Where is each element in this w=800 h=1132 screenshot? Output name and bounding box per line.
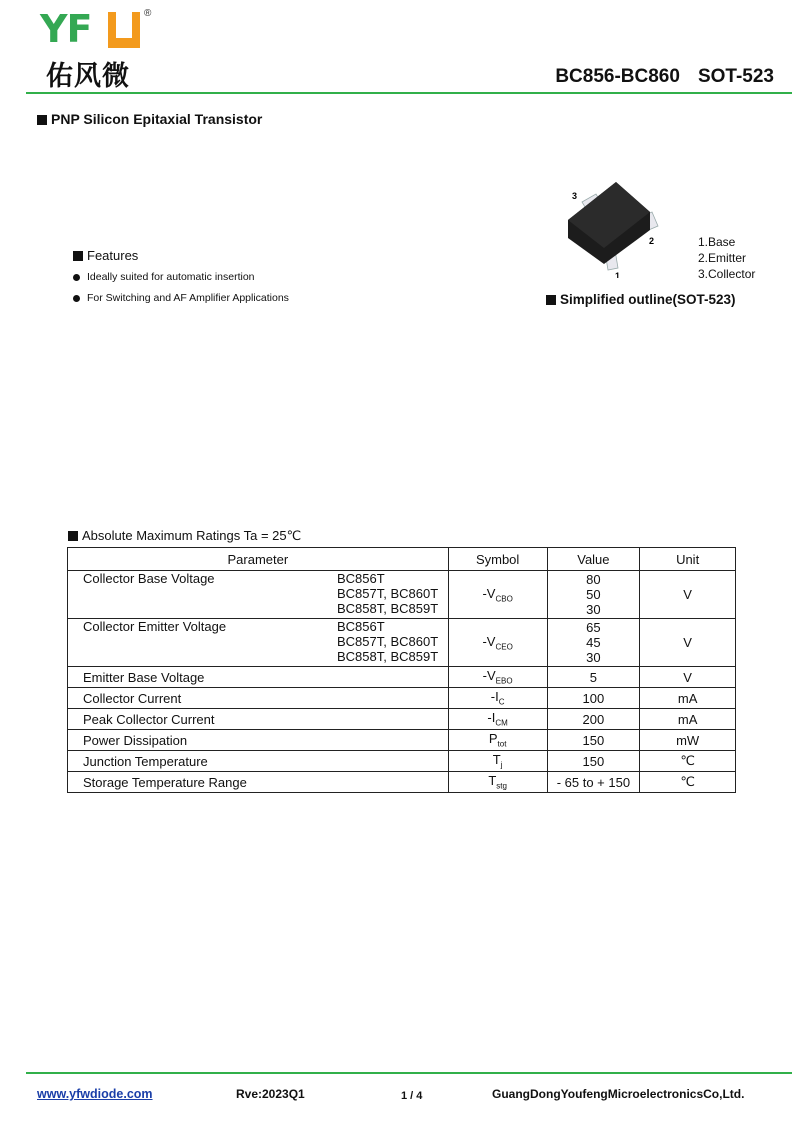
pin-label-1: 1: [615, 271, 621, 278]
value-cell: 100: [547, 688, 640, 709]
square-bullet-icon: [68, 531, 78, 541]
pin-legend-item: 1.Base: [698, 235, 736, 249]
symbol-cell: [448, 619, 547, 667]
unit-cell: mA: [640, 709, 736, 730]
bullet-dot-icon: [73, 295, 80, 302]
unit-cell: ℃: [640, 751, 736, 772]
symbol-subscript: CBO: [495, 594, 513, 604]
part-numbers: BC856-BC860: [555, 66, 680, 87]
value-cell: 150: [547, 751, 640, 772]
parameter-name: Collector Current: [68, 688, 449, 709]
value-cell: - 65 to + 150: [547, 772, 640, 793]
value-cell: [547, 571, 640, 619]
company-logo: [40, 8, 160, 92]
symbol-cell: [448, 709, 547, 730]
value-text: 65: [586, 620, 601, 635]
square-bullet-icon: [546, 295, 556, 305]
pin-label-2: 2: [649, 236, 655, 246]
symbol-subscript: CM: [495, 718, 508, 728]
symbol-main: T: [492, 752, 501, 768]
symbol-cell: [448, 751, 547, 772]
part-variants: [337, 571, 438, 616]
column-header: Symbol: [448, 548, 547, 571]
logo-letters-yf: YF: [40, 7, 92, 51]
registered-mark: ®: [144, 8, 152, 19]
parameter-name: Emitter Base Voltage: [68, 667, 449, 688]
unit-cell: mW: [640, 730, 736, 751]
pin-legend: [698, 234, 755, 282]
table-row: [68, 688, 736, 709]
column-header: Parameter: [68, 548, 449, 571]
symbol-cell: [448, 571, 547, 619]
symbol-cell: [448, 772, 547, 793]
unit-cell: mA: [640, 688, 736, 709]
table-header-row: [68, 548, 736, 571]
bullet-dot-icon: [73, 274, 80, 281]
value-cell: 200: [547, 709, 640, 730]
variant-text: BC858T, BC859T: [337, 601, 439, 616]
table-row: [68, 571, 736, 619]
table-row: [68, 619, 736, 667]
parameter-name: Collector Emitter Voltage: [83, 619, 227, 634]
symbol-cell: [448, 730, 547, 751]
feature-item: [73, 292, 289, 304]
sot523-package-drawing: [560, 168, 670, 278]
variant-text: BC856T: [337, 619, 385, 634]
feature-item: [73, 271, 289, 283]
footer-rule: [26, 1072, 792, 1074]
revision-text: Rve:2023Q1: [236, 1087, 305, 1101]
table-row: [68, 709, 736, 730]
parameter-name: Storage Temperature Range: [68, 772, 449, 793]
value-text: 30: [586, 602, 601, 617]
square-bullet-icon: [37, 115, 47, 125]
value-cell: [547, 619, 640, 667]
outline-caption-text: Simplified outline(SOT-523): [560, 292, 736, 307]
variant-text: BC858T, BC859T: [337, 649, 439, 664]
value-text: 45: [586, 635, 601, 650]
symbol-main: -V: [482, 668, 496, 684]
symbol-subscript: stg: [496, 781, 507, 791]
value-text: 50: [586, 587, 601, 602]
device-subtitle: [37, 111, 262, 127]
website-link[interactable]: www.yfwdiode.com: [37, 1087, 153, 1101]
company-name: GuangDongYoufengMicroelectronicsCo,Ltd.: [492, 1087, 745, 1101]
feature-text: Ideally suited for automatic insertion: [87, 271, 255, 283]
header-rule: [26, 92, 792, 94]
symbol-subscript: C: [498, 697, 505, 707]
symbol-subscript: j: [500, 760, 503, 770]
variant-text: BC857T, BC860T: [337, 634, 439, 649]
parameter-name: Peak Collector Current: [68, 709, 449, 730]
symbol-subscript: CEO: [495, 642, 513, 652]
symbol-main: P: [488, 731, 498, 747]
unit-cell: V: [640, 619, 736, 667]
column-header: Value: [547, 548, 640, 571]
parameter-cell: [68, 571, 449, 619]
pin-legend-item: 2.Emitter: [698, 251, 747, 265]
page-number: 1 / 4: [401, 1090, 423, 1102]
features-heading-text: Features: [87, 248, 139, 263]
feature-text: For Switching and AF Amplifier Applications: [87, 292, 289, 304]
absolute-max-ratings-table: [67, 547, 736, 793]
outline-caption: [546, 292, 736, 307]
features-heading: [73, 248, 289, 263]
table-row: [68, 667, 736, 688]
symbol-main: -V: [482, 585, 496, 601]
value-text: 30: [586, 650, 601, 665]
pin-legend-item: 3.Collector: [698, 267, 756, 281]
package-name: SOT-523: [697, 66, 774, 87]
table-row: [68, 730, 736, 751]
symbol-main: -I: [487, 710, 496, 726]
symbol-cell: [448, 667, 547, 688]
symbol-main: -I: [490, 689, 499, 705]
variant-text: BC856T: [337, 571, 385, 586]
column-header: Unit: [640, 548, 736, 571]
value-cell: 150: [547, 730, 640, 751]
square-bullet-icon: [73, 251, 83, 261]
features-section: [73, 248, 289, 313]
ratings-heading: [68, 528, 301, 544]
unit-cell: V: [640, 571, 736, 619]
part-variants: [337, 619, 438, 664]
parameter-name: Collector Base Voltage: [83, 571, 215, 586]
table-row: [68, 751, 736, 772]
value-text: 80: [586, 572, 601, 587]
ratings-heading-text: Absolute Maximum Ratings Ta = 25℃: [82, 528, 302, 543]
parameter-name: Power Dissipation: [68, 730, 449, 751]
subtitle-text: PNP Silicon Epitaxial Transistor: [51, 111, 263, 127]
logo-chinese-name: 佑风微: [46, 61, 130, 92]
unit-cell: V: [640, 667, 736, 688]
symbol-cell: [448, 688, 547, 709]
symbol-main: T: [488, 773, 497, 789]
symbol-main: -V: [482, 633, 496, 649]
variant-text: BC857T, BC860T: [337, 586, 439, 601]
parameter-name: Junction Temperature: [68, 751, 449, 772]
pin-label-3: 3: [572, 191, 578, 201]
unit-cell: ℃: [640, 772, 736, 793]
part-title: [555, 66, 774, 88]
value-cell: 5: [547, 667, 640, 688]
parameter-cell: [68, 619, 449, 667]
symbol-subscript: tot: [497, 739, 507, 749]
logo-u-mark: [108, 12, 140, 48]
symbol-subscript: EBO: [495, 676, 513, 686]
table-row: [68, 772, 736, 793]
